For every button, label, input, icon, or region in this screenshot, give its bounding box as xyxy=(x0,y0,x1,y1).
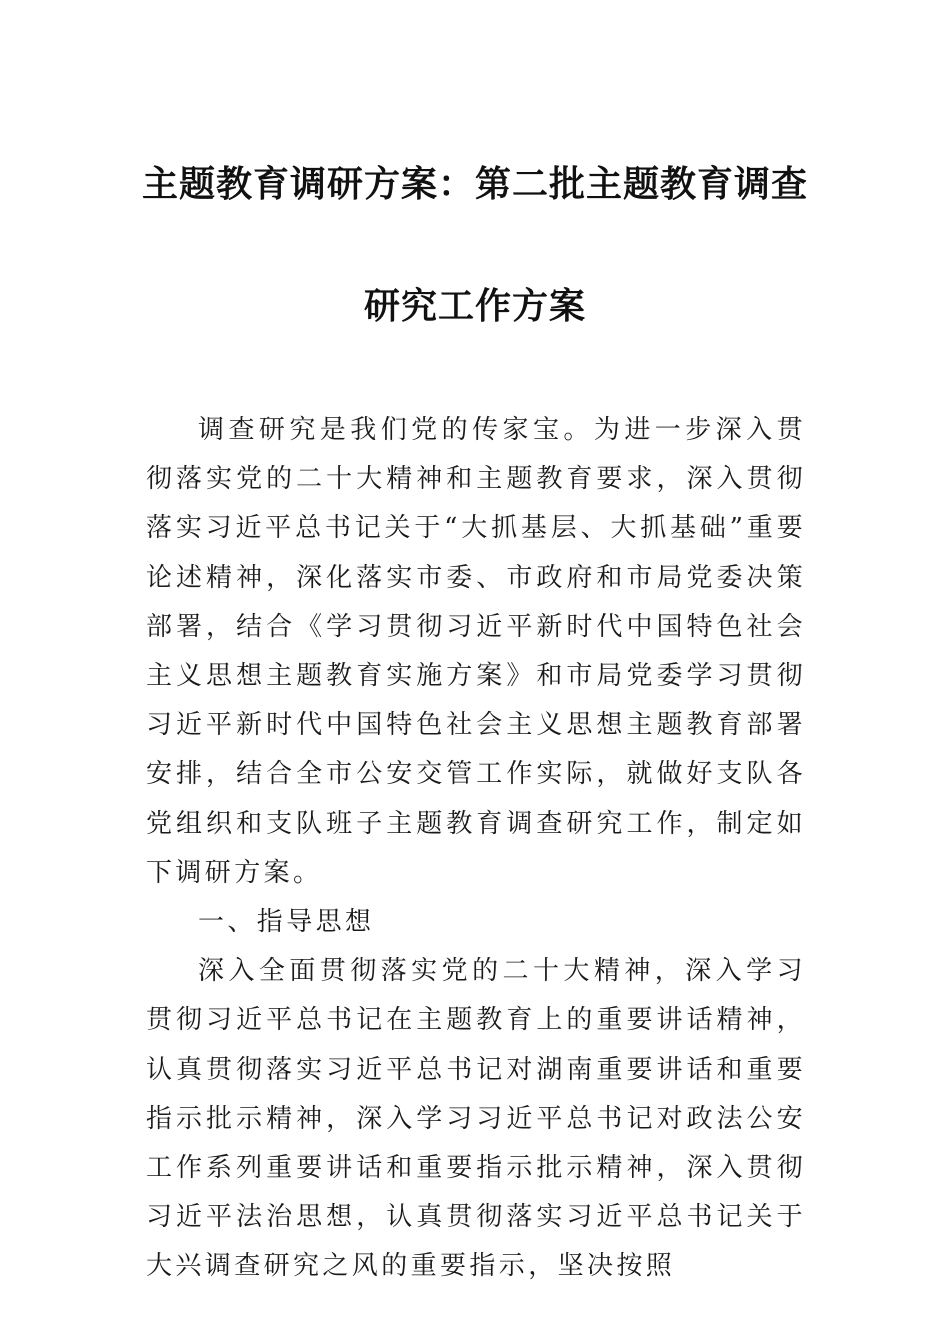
section-heading-guiding-ideology: 一、指导思想 xyxy=(198,907,375,938)
document-body xyxy=(146,406,806,1292)
paragraph-intro: 调查研究是我们党的传家宝。为进一步深入贯彻落实党的二十大精神和主题教育要求，深入贯彻落实习近平总书记关于“大抓基层、大抓基础”重要论述精神，深化落实市委、市政府和市局党委决策部署，结合《学习贯彻习近平新时代中国特色社会主义思想主题教育实施方案》和市局党委学习贯彻习近平新时代中国特色社会主义思想主题教育部署安排，结合全市公安交管工作实际，就做好支队各党组织和支队班子主题教育调查研究工作，制定如下调研方案。 xyxy=(146,415,806,888)
document-title-line-1: 主题教育调研方案：第二批主题教育调查 xyxy=(141,163,808,205)
paragraph-guiding-ideology: 深入全面贯彻落实党的二十大精神，深入学习贯彻习近平总书记在主题教育上的重要讲话精神，认真贯彻落实习近平总书记对湖南重要讲话和重要指示批示精神，深入学习习近平总书记对政法公安工作系列重要讲话和重要指示批示精神，深入贯彻习近平法治思想，认真贯彻落实习近平总书记关于大兴调查研究之风的重要指示，坚决按照 xyxy=(146,956,806,1282)
document-title-line-2: 研究工作方案 xyxy=(363,285,586,327)
